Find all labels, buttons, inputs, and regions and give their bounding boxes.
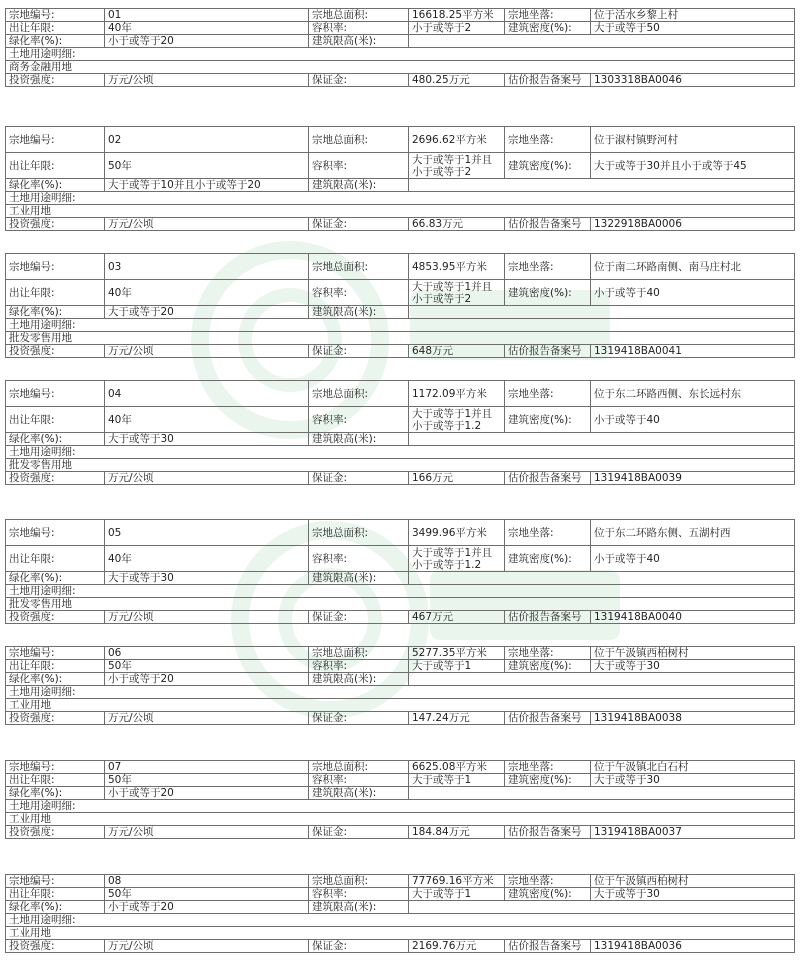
deposit-value: 166万元	[409, 472, 505, 485]
investment-label: 投资强度:	[6, 826, 105, 839]
total-area-value: 1172.09平方米	[409, 381, 505, 407]
term-label: 出让年限:	[6, 153, 105, 179]
filing-no-value: 1319418BA0036	[591, 940, 795, 953]
land-use-label: 土地用途明细:	[6, 319, 795, 332]
total-area-label: 宗地总面积:	[309, 9, 409, 22]
filing-no-label: 估价报告备案号	[505, 940, 591, 953]
deposit-label: 保证金:	[309, 218, 409, 231]
plot-ratio-label: 容积率:	[309, 660, 409, 673]
parcel-no-label: 宗地编号:	[6, 761, 105, 774]
greening-value: 大于或等于30	[105, 433, 309, 446]
parcel-table-08	[5, 874, 795, 953]
parcel-no-label: 宗地编号:	[6, 381, 105, 407]
parcel-table-04	[5, 380, 795, 485]
land-use-label: 土地用途明细:	[6, 48, 795, 61]
height-limit-label: 建筑限高(米):	[309, 901, 409, 914]
investment-value: 万元/公顷	[105, 611, 309, 624]
greening-label: 绿化率(%):	[6, 673, 105, 686]
investment-value: 万元/公顷	[105, 826, 309, 839]
filing-no-label: 估价报告备案号	[505, 826, 591, 839]
location-label: 宗地坐落:	[505, 254, 591, 280]
location-value: 位于东二环路东侧、五湖村西	[591, 520, 795, 546]
location-value: 位于活水乡黎上村	[591, 9, 795, 22]
total-area-label: 宗地总面积:	[309, 127, 409, 153]
location-label: 宗地坐落:	[505, 9, 591, 22]
total-area-value: 2696.62平方米	[409, 127, 505, 153]
parcel-no-value: 05	[105, 520, 309, 546]
greening-label: 绿化率(%):	[6, 787, 105, 800]
plot-ratio-label: 容积率:	[309, 774, 409, 787]
height-limit-label: 建筑限高(米):	[309, 673, 409, 686]
total-area-label: 宗地总面积:	[309, 875, 409, 888]
parcel-no-value: 07	[105, 761, 309, 774]
greening-label: 绿化率(%):	[6, 433, 105, 446]
total-area-value: 77769.16平方米	[409, 875, 505, 888]
filing-no-label: 估价报告备案号	[505, 345, 591, 358]
greening-label: 绿化率(%):	[6, 35, 105, 48]
height-limit-label: 建筑限高(米):	[309, 787, 409, 800]
greening-value: 大于或等于20	[105, 306, 309, 319]
total-area-value: 16618.25平方米	[409, 9, 505, 22]
parcel-table-02	[5, 126, 795, 231]
land-use-label: 土地用途明细:	[6, 686, 795, 699]
term-label: 出让年限:	[6, 280, 105, 306]
parcel-table-03	[5, 253, 795, 358]
deposit-value: 184.84万元	[409, 826, 505, 839]
parcel-no-label: 宗地编号:	[6, 127, 105, 153]
height-limit-label: 建筑限高(米):	[309, 179, 409, 192]
plot-ratio-label: 容积率:	[309, 546, 409, 572]
deposit-value: 480.25万元	[409, 74, 505, 87]
deposit-label: 保证金:	[309, 472, 409, 485]
total-area-label: 宗地总面积:	[309, 761, 409, 774]
parcel-no-value: 08	[105, 875, 309, 888]
land-use-value: 工业用地	[6, 699, 795, 712]
deposit-value: 2169.76万元	[409, 940, 505, 953]
density-value: 大于或等于30	[591, 888, 795, 901]
location-value: 位于淑村镇野河村	[591, 127, 795, 153]
height-limit-label: 建筑限高(米):	[309, 35, 409, 48]
term-label: 出让年限:	[6, 22, 105, 35]
height-limit-value	[409, 572, 795, 585]
term-value: 40年	[105, 546, 309, 572]
investment-value: 万元/公顷	[105, 472, 309, 485]
parcel-table-05	[5, 519, 795, 624]
term-value: 50年	[105, 774, 309, 787]
plot-ratio-value: 小于或等于2	[409, 22, 505, 35]
filing-no-value: 1319418BA0040	[591, 611, 795, 624]
parcel-table-01	[5, 8, 795, 87]
parcel-no-value: 02	[105, 127, 309, 153]
deposit-value: 467万元	[409, 611, 505, 624]
term-label: 出让年限:	[6, 774, 105, 787]
land-use-label: 土地用途明细:	[6, 914, 795, 927]
term-value: 50年	[105, 660, 309, 673]
greening-value: 大于或等于10并且小于或等于20	[105, 179, 309, 192]
height-limit-value	[409, 901, 795, 914]
deposit-label: 保证金:	[309, 611, 409, 624]
investment-label: 投资强度:	[6, 472, 105, 485]
term-label: 出让年限:	[6, 407, 105, 433]
investment-label: 投资强度:	[6, 74, 105, 87]
location-label: 宗地坐落:	[505, 647, 591, 660]
total-area-label: 宗地总面积:	[309, 254, 409, 280]
location-label: 宗地坐落:	[505, 381, 591, 407]
total-area-label: 宗地总面积:	[309, 520, 409, 546]
total-area-value: 4853.95平方米	[409, 254, 505, 280]
parcel-no-label: 宗地编号:	[6, 254, 105, 280]
density-value: 小于或等于40	[591, 546, 795, 572]
deposit-label: 保证金:	[309, 74, 409, 87]
greening-label: 绿化率(%):	[6, 179, 105, 192]
density-label: 建筑密度(%):	[505, 660, 591, 673]
deposit-value: 648万元	[409, 345, 505, 358]
term-value: 40年	[105, 407, 309, 433]
investment-label: 投资强度:	[6, 712, 105, 725]
land-use-value: 批发零售用地	[6, 598, 795, 611]
term-label: 出让年限:	[6, 888, 105, 901]
density-value: 大于或等于30	[591, 660, 795, 673]
filing-no-label: 估价报告备案号	[505, 712, 591, 725]
parcel-no-value: 01	[105, 9, 309, 22]
term-value: 50年	[105, 153, 309, 179]
parcel-no-label: 宗地编号:	[6, 647, 105, 660]
density-value: 小于或等于40	[591, 280, 795, 306]
deposit-value: 66.83万元	[409, 218, 505, 231]
density-label: 建筑密度(%):	[505, 153, 591, 179]
height-limit-value	[409, 35, 795, 48]
filing-no-label: 估价报告备案号	[505, 218, 591, 231]
location-value: 位于南二环路南侧、南马庄村北	[591, 254, 795, 280]
greening-value: 小于或等于20	[105, 787, 309, 800]
greening-label: 绿化率(%):	[6, 901, 105, 914]
total-area-value: 3499.96平方米	[409, 520, 505, 546]
land-use-label: 土地用途明细:	[6, 446, 795, 459]
investment-value: 万元/公顷	[105, 940, 309, 953]
greening-label: 绿化率(%):	[6, 572, 105, 585]
land-use-value: 工业用地	[6, 205, 795, 218]
plot-ratio-label: 容积率:	[309, 153, 409, 179]
deposit-value: 147.24万元	[409, 712, 505, 725]
parcel-table-07	[5, 760, 795, 839]
density-label: 建筑密度(%):	[505, 888, 591, 901]
plot-ratio-value: 大于或等于1并且小于或等于2	[409, 280, 505, 306]
location-label: 宗地坐落:	[505, 127, 591, 153]
filing-no-value: 1319418BA0041	[591, 345, 795, 358]
land-use-value: 工业用地	[6, 927, 795, 940]
height-limit-label: 建筑限高(米):	[309, 572, 409, 585]
height-limit-value	[409, 673, 795, 686]
parcel-no-value: 06	[105, 647, 309, 660]
location-label: 宗地坐落:	[505, 875, 591, 888]
term-value: 40年	[105, 22, 309, 35]
location-label: 宗地坐落:	[505, 761, 591, 774]
filing-no-value: 1322918BA0006	[591, 218, 795, 231]
term-label: 出让年限:	[6, 660, 105, 673]
land-use-value: 商务金融用地	[6, 61, 795, 74]
deposit-label: 保证金:	[309, 940, 409, 953]
height-limit-value	[409, 306, 795, 319]
filing-no-label: 估价报告备案号	[505, 74, 591, 87]
investment-label: 投资强度:	[6, 345, 105, 358]
location-label: 宗地坐落:	[505, 520, 591, 546]
plot-ratio-label: 容积率:	[309, 22, 409, 35]
land-use-value: 工业用地	[6, 813, 795, 826]
location-value: 位于东二环路西侧、东长远村东	[591, 381, 795, 407]
density-label: 建筑密度(%):	[505, 280, 591, 306]
land-use-value: 批发零售用地	[6, 332, 795, 345]
density-label: 建筑密度(%):	[505, 774, 591, 787]
density-value: 大于或等于30	[591, 774, 795, 787]
total-area-value: 6625.08平方米	[409, 761, 505, 774]
filing-no-value: 1303318BA0046	[591, 74, 795, 87]
deposit-label: 保证金:	[309, 712, 409, 725]
land-use-value: 批发零售用地	[6, 459, 795, 472]
total-area-label: 宗地总面积:	[309, 647, 409, 660]
height-limit-label: 建筑限高(米):	[309, 433, 409, 446]
plot-ratio-value: 大于或等于1并且小于或等于1.2	[409, 407, 505, 433]
term-value: 50年	[105, 888, 309, 901]
density-value: 大于或等于30并且小于或等于45	[591, 153, 795, 179]
plot-ratio-label: 容积率:	[309, 407, 409, 433]
location-value: 位于午汲镇北白石村	[591, 761, 795, 774]
density-label: 建筑密度(%):	[505, 546, 591, 572]
plot-ratio-value: 大于或等于1	[409, 774, 505, 787]
location-value: 位于午汲镇西柏树村	[591, 647, 795, 660]
greening-value: 小于或等于20	[105, 35, 309, 48]
parcel-no-value: 03	[105, 254, 309, 280]
total-area-label: 宗地总面积:	[309, 381, 409, 407]
investment-label: 投资强度:	[6, 611, 105, 624]
parcel-no-label: 宗地编号:	[6, 9, 105, 22]
location-value: 位于午汲镇西柏树村	[591, 875, 795, 888]
density-value: 小于或等于40	[591, 407, 795, 433]
density-label: 建筑密度(%):	[505, 22, 591, 35]
plot-ratio-value: 大于或等于1并且小于或等于2	[409, 153, 505, 179]
investment-value: 万元/公顷	[105, 345, 309, 358]
filing-no-label: 估价报告备案号	[505, 611, 591, 624]
parcel-no-label: 宗地编号:	[6, 875, 105, 888]
filing-no-value: 1319418BA0037	[591, 826, 795, 839]
term-value: 40年	[105, 280, 309, 306]
investment-label: 投资强度:	[6, 218, 105, 231]
investment-value: 万元/公顷	[105, 74, 309, 87]
height-limit-value	[409, 179, 795, 192]
plot-ratio-label: 容积率:	[309, 888, 409, 901]
plot-ratio-value: 大于或等于1	[409, 660, 505, 673]
deposit-label: 保证金:	[309, 345, 409, 358]
greening-value: 小于或等于20	[105, 901, 309, 914]
greening-label: 绿化率(%):	[6, 306, 105, 319]
plot-ratio-label: 容积率:	[309, 280, 409, 306]
filing-no-value: 1319418BA0039	[591, 472, 795, 485]
height-limit-value	[409, 433, 795, 446]
land-use-label: 土地用途明细:	[6, 192, 795, 205]
term-label: 出让年限:	[6, 546, 105, 572]
density-label: 建筑密度(%):	[505, 407, 591, 433]
plot-ratio-value: 大于或等于1	[409, 888, 505, 901]
filing-no-label: 估价报告备案号	[505, 472, 591, 485]
parcel-no-value: 04	[105, 381, 309, 407]
height-limit-value	[409, 787, 795, 800]
total-area-value: 5277.35平方米	[409, 647, 505, 660]
plot-ratio-value: 大于或等于1并且小于或等于1.2	[409, 546, 505, 572]
land-use-label: 土地用途明细:	[6, 585, 795, 598]
filing-no-value: 1319418BA0038	[591, 712, 795, 725]
greening-value: 小于或等于20	[105, 673, 309, 686]
deposit-label: 保证金:	[309, 826, 409, 839]
parcel-table-06	[5, 646, 795, 725]
height-limit-label: 建筑限高(米):	[309, 306, 409, 319]
greening-value: 大于或等于30	[105, 572, 309, 585]
land-use-label: 土地用途明细:	[6, 800, 795, 813]
investment-value: 万元/公顷	[105, 712, 309, 725]
density-value: 大于或等于50	[591, 22, 795, 35]
investment-label: 投资强度:	[6, 940, 105, 953]
parcel-no-label: 宗地编号:	[6, 520, 105, 546]
investment-value: 万元/公顷	[105, 218, 309, 231]
